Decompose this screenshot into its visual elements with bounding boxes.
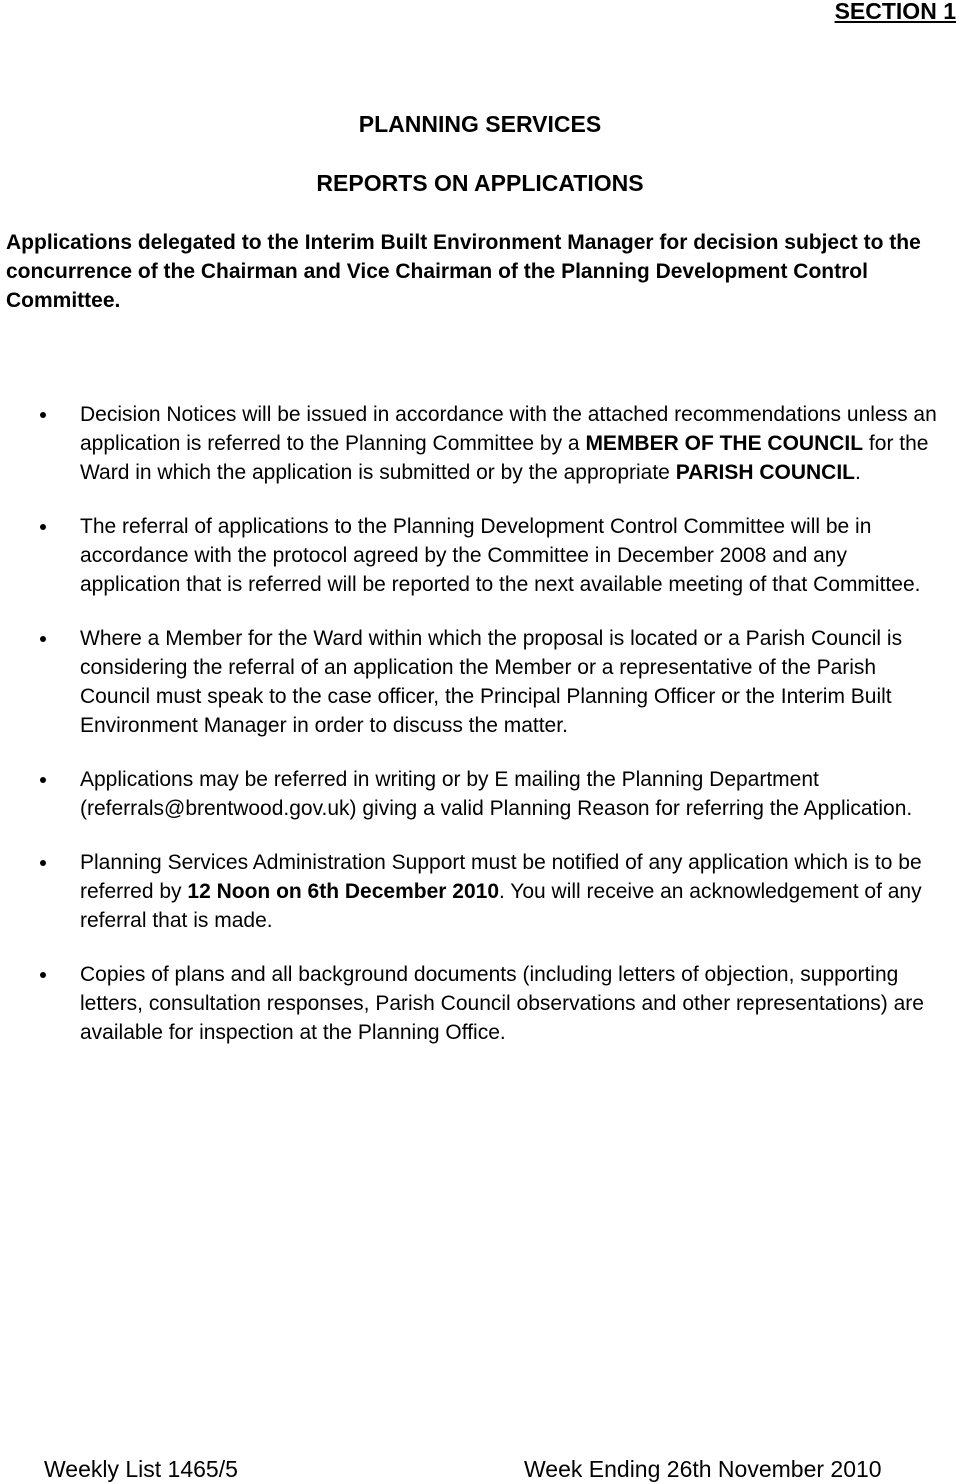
- page-subtitle: REPORTS ON APPLICATIONS: [316, 170, 644, 196]
- list-item: [0, 848, 960, 935]
- bullet-list: [0, 400, 960, 1072]
- footer-week-ending: Week Ending 26th November 2010: [524, 1456, 882, 1482]
- page-title: PLANNING SERVICES: [358, 111, 602, 137]
- bullet-icon: [40, 524, 46, 530]
- bullet-icon: [40, 636, 46, 642]
- bullet-icon: [40, 972, 46, 978]
- footer-weekly-list: Weekly List 1465/5: [44, 1456, 238, 1482]
- list-item: [0, 512, 960, 599]
- emphasis-text: 12 Noon on 6th December 2010: [187, 880, 499, 903]
- list-item: [0, 765, 960, 823]
- bullet-text: Applications may be referred in writing or by E mailing the Planning Department (referrals@brentwood.gov.uk) giving a valid Planning Reason for referring the Application.: [80, 768, 913, 820]
- list-item: [0, 624, 960, 740]
- bullet-icon: [40, 777, 46, 783]
- bullet-text: Decision Notices will be issued in accordance with the attached recommendations unless an application is referred to the Planning Committee by a MEMBER OF THE COUNCIL for the Ward in which the application is submitted or by the appropriate PARISH COUNCIL.: [80, 403, 937, 484]
- list-item: [0, 960, 960, 1047]
- bullet-text: Where a Member for the Ward within which the proposal is located or a Parish Council is considering the referral of an application the Member or a representative of the Parish Council must speak to the case officer, the Principal Planning Officer or the Interim Built Environment Manager in order to discuss the matter.: [80, 627, 903, 737]
- bullet-icon: [40, 860, 46, 866]
- bullet-text: Planning Services Administration Support must be notified of any application which is to be referred by 12 Noon on 6th December 2010. You will receive an acknowledgement of any referral that is made.: [80, 851, 922, 932]
- section-label: SECTION 1: [834, 0, 956, 24]
- bullet-text: Copies of plans and all background documents (including letters of objection, supporting letters, consultation responses, Parish Council observations and other representations) are available for inspection at the Planning Office.: [80, 963, 924, 1044]
- bullet-icon: [40, 412, 46, 418]
- emphasis-text: MEMBER OF THE COUNCIL: [585, 432, 864, 455]
- bullet-text: The referral of applications to the Planning Development Control Committee will be in accordance with the protocol agreed by the Committee in December 2008 and any application that is referred will be reported to the next available meeting of that Committee.: [80, 515, 921, 596]
- emphasis-text: PARISH COUNCIL: [675, 461, 855, 484]
- intro-paragraph: Applications delegated to the Interim Built Environment Manager for decision subject to the concurrence of the Chairman and Vice Chairman of the Planning Development Control Committee.: [6, 231, 921, 312]
- list-item: [0, 400, 960, 487]
